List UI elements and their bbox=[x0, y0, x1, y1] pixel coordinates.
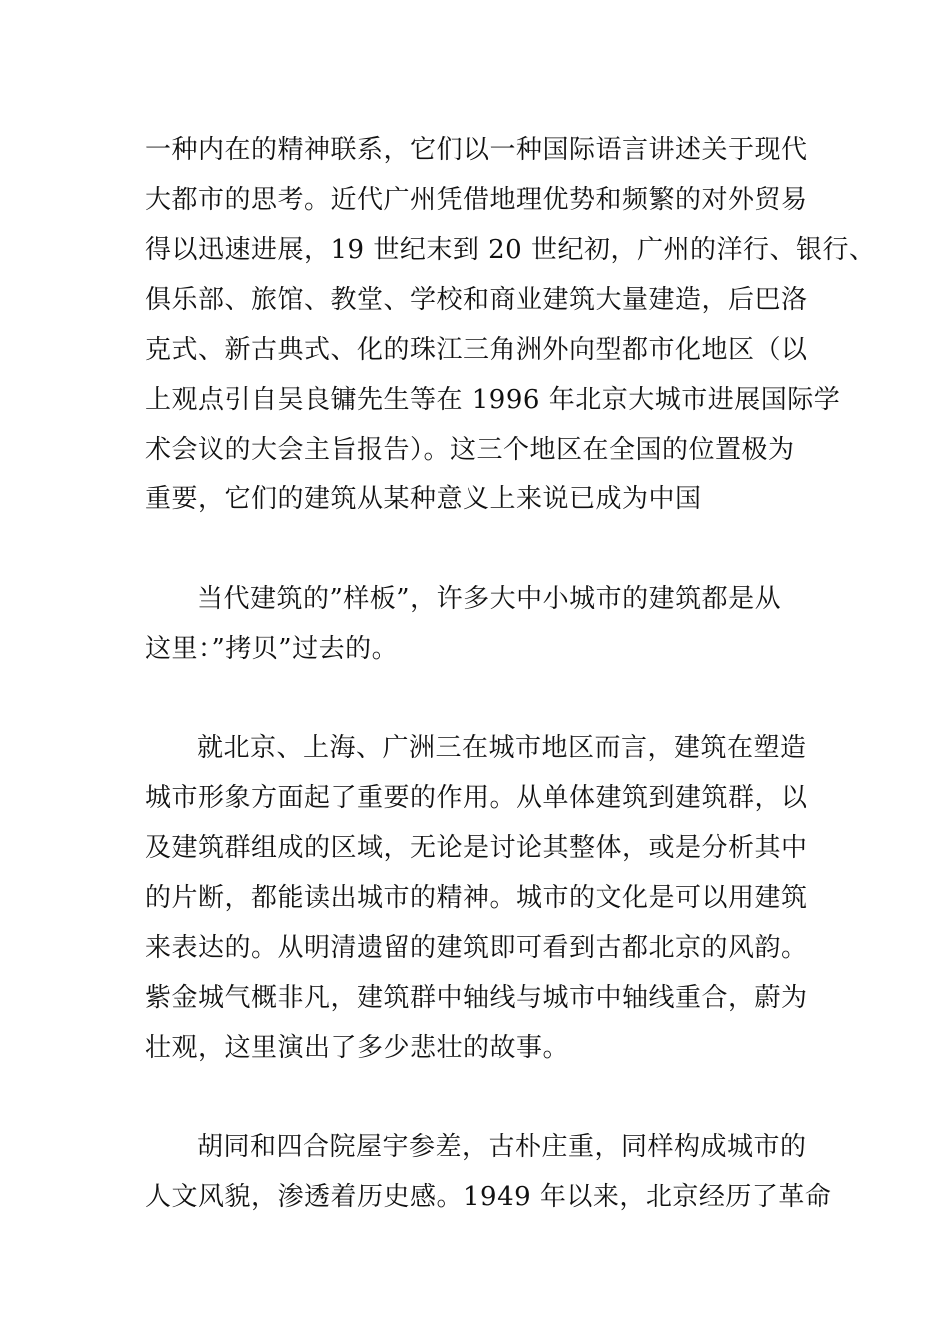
text-line: 重要，它们的建筑从某种意义上来说已成为中国 bbox=[145, 484, 702, 514]
text-line: 术会议的大会主旨报告）。这三个地区在全国的位置极为 bbox=[145, 435, 795, 465]
text-line: 这里：”拷贝”过去的。 bbox=[145, 634, 399, 664]
text-line: 就北京、上海、广洲三在城市地区而言，建筑在塑造 bbox=[197, 733, 807, 763]
text-line: 的片断，都能读出城市的精神。城市的文化是可以用建筑 bbox=[145, 883, 808, 913]
text-line: 一种内在的精神联系，它们以一种国际语言讲述关于现代 bbox=[145, 135, 808, 165]
text-line: 胡同和四合院屋宇参差，古朴庄重，同样构成城市的 bbox=[197, 1132, 807, 1162]
text-line: 大都市的思考。近代广州凭借地理优势和频繁的对外贸易 bbox=[145, 185, 808, 215]
text-line: 得以迅速进展，19 世纪末到 20 世纪初，广州的洋行、银行、 bbox=[145, 235, 876, 265]
text-line: 上观点引自吴良镛先生等在 1996 年北京大城市进展国际学 bbox=[145, 385, 841, 415]
text-line: 及建筑群组成的区域，无论是讨论其整体，或是分析其中 bbox=[145, 833, 808, 863]
text-line: 城市形象方面起了重要的作用。从单体建筑到建筑群，以 bbox=[145, 783, 808, 813]
text-line: 人文风貌，渗透着历史感。1949 年以来，北京经历了革命 bbox=[145, 1182, 832, 1212]
text-line: 当代建筑的”样板”，许多大中小城市的建筑都是从 bbox=[197, 584, 782, 614]
text-line: 来表达的。从明清遗留的建筑即可看到古都北京的风韵。 bbox=[145, 933, 808, 963]
text-line: 紫金城气概非凡，建筑群中轴线与城市中轴线重合，蔚为 bbox=[145, 983, 808, 1013]
text-line: 俱乐部、旅馆、教堂、学校和商业建筑大量建造，后巴洛 bbox=[145, 285, 808, 315]
text-line: 克式、新古典式、化的珠江三角洲外向型都市化地区（以 bbox=[145, 335, 808, 365]
text-line: 壮观，这里演出了多少悲壮的故事。 bbox=[145, 1033, 570, 1063]
